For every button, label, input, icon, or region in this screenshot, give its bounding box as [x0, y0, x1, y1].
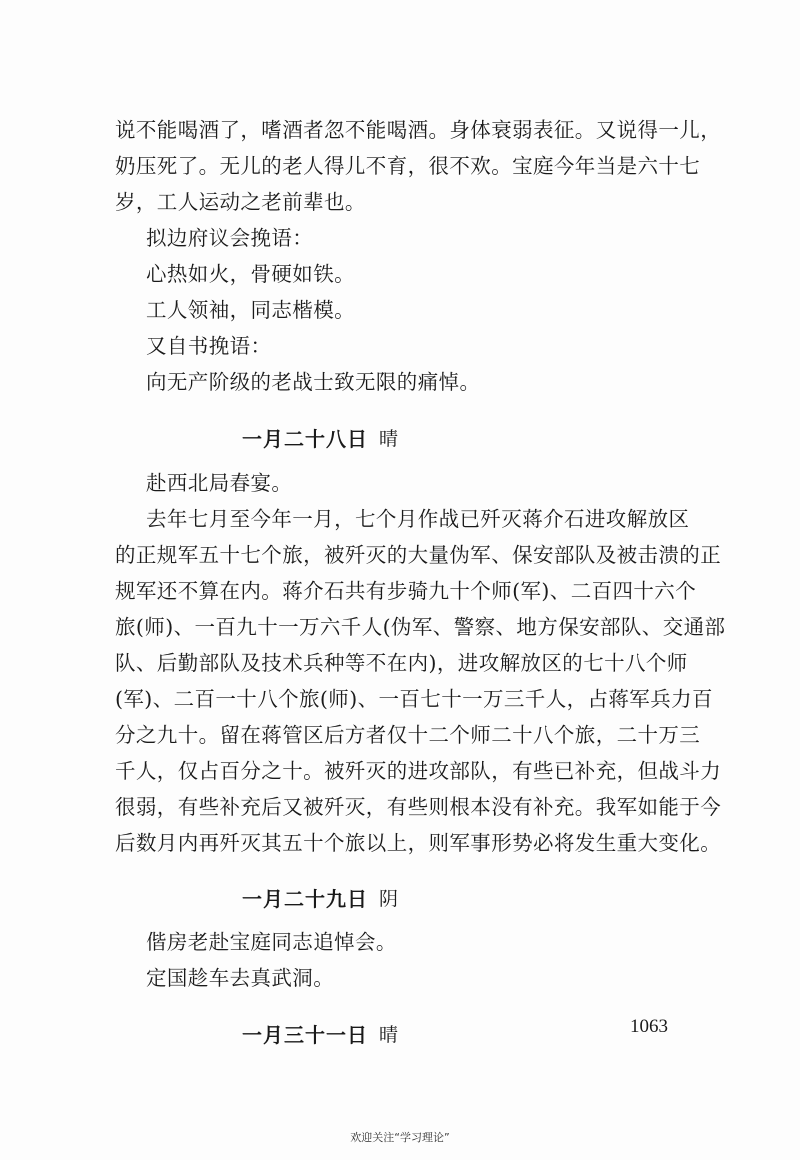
- entry-date-heading: 一月三十一日: [242, 1023, 368, 1047]
- text-line: 很弱，有些补充后又被歼灭，有些则根本没有补充。我军如能于今: [115, 795, 722, 819]
- text-line: 定国趁车去真武洞。: [146, 966, 335, 990]
- text-line: 去年七月至今年一月，七个月作战已歼灭蒋介石进攻解放区: [146, 507, 690, 531]
- text-line: 后数月内再歼灭其五十个旅以上，则军事形势必将发生重大变化。: [115, 831, 722, 855]
- text-line: 的正规军五十七个旅，被歼灭的大量伪军、保安部队及被击溃的正: [115, 543, 722, 567]
- entry-date-heading: 一月二十八日: [242, 427, 368, 451]
- text-line: 分之九十。留在蒋管区后方者仅十二个师二十八个旅，二十万三: [115, 723, 701, 747]
- entry-weather: 晴: [379, 428, 399, 450]
- text-line: 赴西北局春宴。: [146, 471, 293, 495]
- text-line: 说不能喝酒了，嗜酒者忽不能喝酒。身体衰弱表征。又说得一儿，: [115, 118, 722, 142]
- text-line: 偕房老赴宝庭同志追悼会。: [146, 930, 397, 954]
- text-line: 旅(师)、一百九十一万六千人(伪军、警察、地方保安部队、交通部: [115, 615, 726, 639]
- text-line: 规军还不算在内。蒋介石共有步骑九十个师(军)、二百四十六个: [115, 579, 697, 603]
- entry-weather: 晴: [379, 1024, 399, 1046]
- entry-date-heading: 一月二十九日: [242, 887, 368, 911]
- text-line: 奶压死了。无儿的老人得儿不育，很不欢。宝庭今年当是六十七: [115, 154, 701, 178]
- entry-weather: 阴: [379, 888, 399, 910]
- text-line: (军)、二百一十八个旅(师)、一百七十一万三千人，占蒋军兵力百: [115, 687, 713, 711]
- elegy-line: 心热如火，骨硬如铁。: [146, 262, 355, 286]
- elegy-line: 工人领袖，同志楷模。: [146, 298, 355, 322]
- text-line: 队、后勤部队及技术兵种等不在内)，进攻解放区的七十八个师: [115, 651, 688, 675]
- elegy-intro: 拟边府议会挽语：: [146, 226, 314, 250]
- page-number: 1063: [630, 1016, 668, 1037]
- text-line: 千人，仅占百分之十。被歼灭的进攻部队，有些已补充，但战斗力: [115, 759, 722, 783]
- footer-note: 欢迎关注“学习理论”: [350, 1131, 450, 1144]
- own-elegy-intro: 又自书挽语：: [146, 334, 272, 358]
- text-line: 岁，工人运动之老前辈也。: [115, 190, 366, 214]
- own-elegy: 向无产阶级的老战士致无限的痛悼。: [146, 370, 481, 394]
